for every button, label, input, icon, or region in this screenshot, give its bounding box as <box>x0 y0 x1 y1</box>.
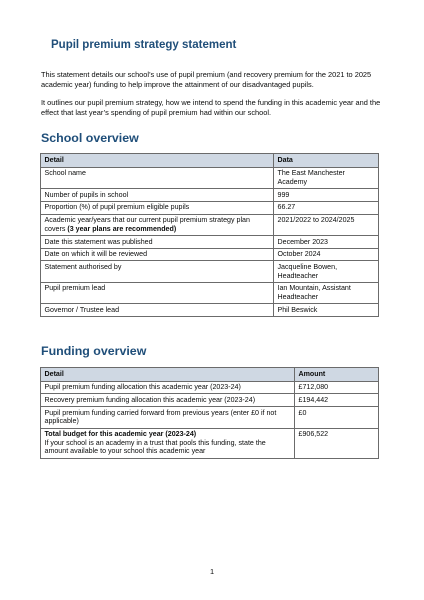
column-header-detail: Detail <box>41 154 274 168</box>
detail-cell: School name <box>41 167 274 188</box>
detail-cell: Date on which it will be reviewed <box>41 248 274 261</box>
detail-cell: Pupil premium funding carried forward from previous years (enter £0 if not applicable) <box>41 407 295 428</box>
detail-cell: Pupil premium lead <box>41 282 274 303</box>
detail-cell: Proportion (%) of pupil premium eligible pupils <box>41 201 274 214</box>
table-row <box>41 235 379 248</box>
table-row <box>41 282 379 303</box>
table-row <box>41 214 379 235</box>
amount-cell: £906,522 <box>295 428 379 458</box>
detail-cell <box>41 214 274 235</box>
table-row <box>41 407 379 428</box>
detail-cell: Statement authorised by <box>41 261 274 282</box>
detail-cell: Date this statement was published <box>41 235 274 248</box>
table-row <box>41 304 379 317</box>
column-header-detail: Detail <box>41 368 295 382</box>
data-cell: October 2024 <box>274 248 379 261</box>
data-cell: 2021/2022 to 2024/2025 <box>274 214 379 235</box>
data-cell: Ian Mountain, Assistant Headteacher <box>274 282 379 303</box>
detail-cell: Pupil premium funding allocation this academic year (2023-24) <box>41 381 295 394</box>
table-header-row <box>41 154 379 168</box>
funding-overview-heading: Funding overview <box>41 344 147 358</box>
detail-cell: Governor / Trustee lead <box>41 304 274 317</box>
school-overview-table <box>40 153 379 317</box>
table-header-row <box>41 368 379 382</box>
table-row <box>41 188 379 201</box>
page-title: Pupil premium strategy statement <box>51 39 237 51</box>
detail-cell: Number of pupils in school <box>41 188 274 201</box>
total-row <box>41 428 379 458</box>
school-overview-heading: School overview <box>41 131 139 145</box>
amount-cell: £0 <box>295 407 379 428</box>
data-cell: Jacqueline Bowen, Headteacher <box>274 261 379 282</box>
data-cell: Phil Beswick <box>274 304 379 317</box>
detail-cell: Recovery premium funding allocation this academic year (2023-24) <box>41 394 295 407</box>
column-header-data: Data <box>274 154 379 168</box>
data-cell: 999 <box>274 188 379 201</box>
table-row <box>41 248 379 261</box>
data-cell: The East Manchester Academy <box>274 167 379 188</box>
detail-emphasis: (3 year plans are recommended) <box>67 224 177 233</box>
table-row <box>41 201 379 214</box>
table-row <box>41 167 379 188</box>
table-row <box>41 394 379 407</box>
page-number: 1 <box>209 567 215 576</box>
intro-paragraph-2: It outlines our pupil premium strategy, how we intend to spend the funding in this academic year and the effect that last year’s spending of pupil premium had within our school. <box>41 98 381 117</box>
data-cell: 66.27 <box>274 201 379 214</box>
table-row <box>41 261 379 282</box>
amount-cell: £194,442 <box>295 394 379 407</box>
column-header-amount: Amount <box>295 368 379 382</box>
table-row <box>41 381 379 394</box>
data-cell: December 2023 <box>274 235 379 248</box>
detail-cell <box>41 428 295 458</box>
funding-overview-table <box>40 367 379 459</box>
total-label: Total budget for this academic year (2023-24) <box>44 430 197 439</box>
total-note: If your school is an academy in a trust that pools this funding, state the amount available to your school this academic year <box>44 438 266 456</box>
detail-text: Academic year/years that our current pupil premium strategy plan covers <box>44 216 250 233</box>
amount-cell: £712,080 <box>295 381 379 394</box>
intro-paragraph-1: This statement details our school’s use of pupil premium (and recovery premium for the 2021 to 2025 academic year) funding to help improve the attainment of our disadvantaged pupils. <box>41 70 372 89</box>
